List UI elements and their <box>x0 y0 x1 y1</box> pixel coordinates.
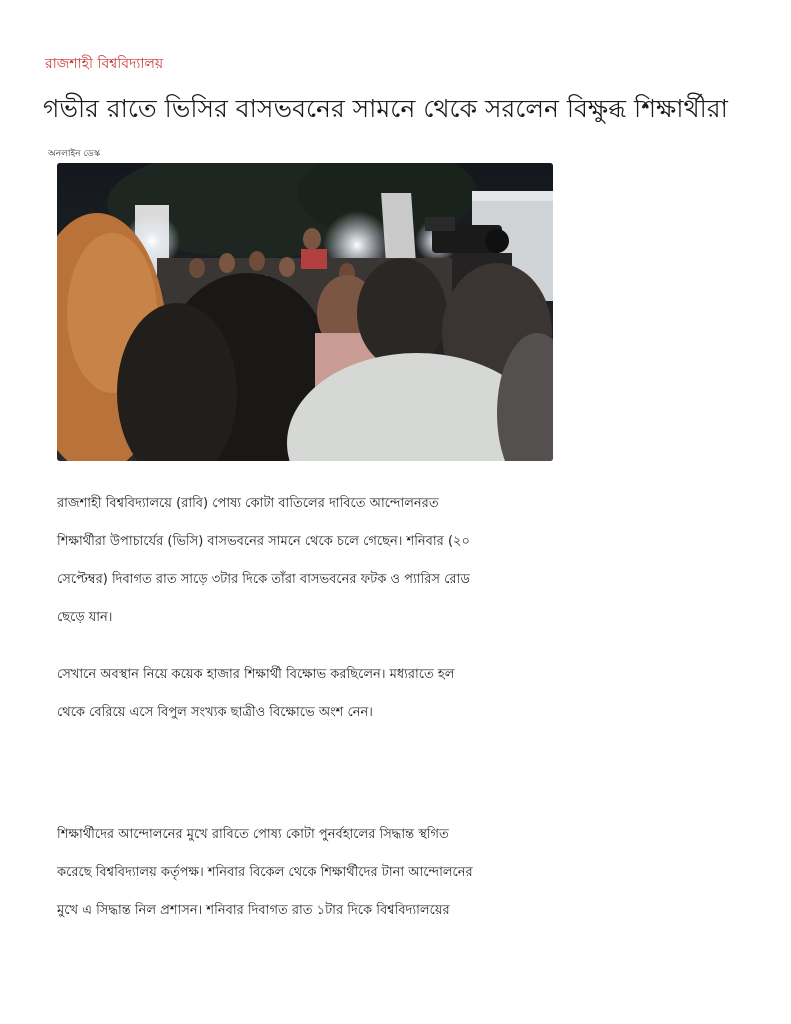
author-byline: অনলাইন ডেস্ক <box>48 149 101 159</box>
article-paragraph: শিক্ষার্থীদের আন্দোলনের মুখে রাবিতে পোষ্য কোটা পুনর্বহালের সিদ্ধান্ত স্থগিত করেছে বিশ্ববিদ্যালয় কর্তৃপক্ষ। শনিবার বিকেল থেকে শিক্ষার্থীদের টানা আন্দোলনের মুখে এ সিদ্ধান্ত নিল প্রশাসন। শনিবার দিবাগত রাত ১টার দিকে বিশ্ববিদ্যালয়ের <box>57 827 473 918</box>
category-link[interactable]: রাজশাহী বিশ্ববিদ্যালয় <box>45 56 164 72</box>
article-headline: গভীর রাতে ভিসির বাসভবনের সামনে থেকে সরলেন বিক্ষুব্ধ শিক্ষার্থীরা <box>43 94 728 123</box>
article-photo <box>57 163 553 461</box>
article-paragraph: রাজশাহী বিশ্ববিদ্যালয়ে (রাবি) পোষ্য কোটা বাতিলের দাবিতে আন্দোলনরত শিক্ষার্থীরা উপাচার্যের (ভিসি) বাসভবনের সামনে থেকে চলে গেছেন। শনিবার (২০ সেপ্টেম্বর) দিবাগত রাত সাড়ে ৩টার দিকে তাঁরা বাসভবনের ফটক ও প্যারিস রোড ছেড়ে যান। <box>57 496 470 625</box>
article-paragraph: সেখানে অবস্থান নিয়ে কয়েক হাজার শিক্ষার্থী বিক্ষোভ করছিলেন। মধ্যরাতে হল থেকে বেরিয়ে এসে বিপুল সংখ্যক ছাত্রীও বিক্ষোভে অংশ নেন। <box>57 667 455 720</box>
